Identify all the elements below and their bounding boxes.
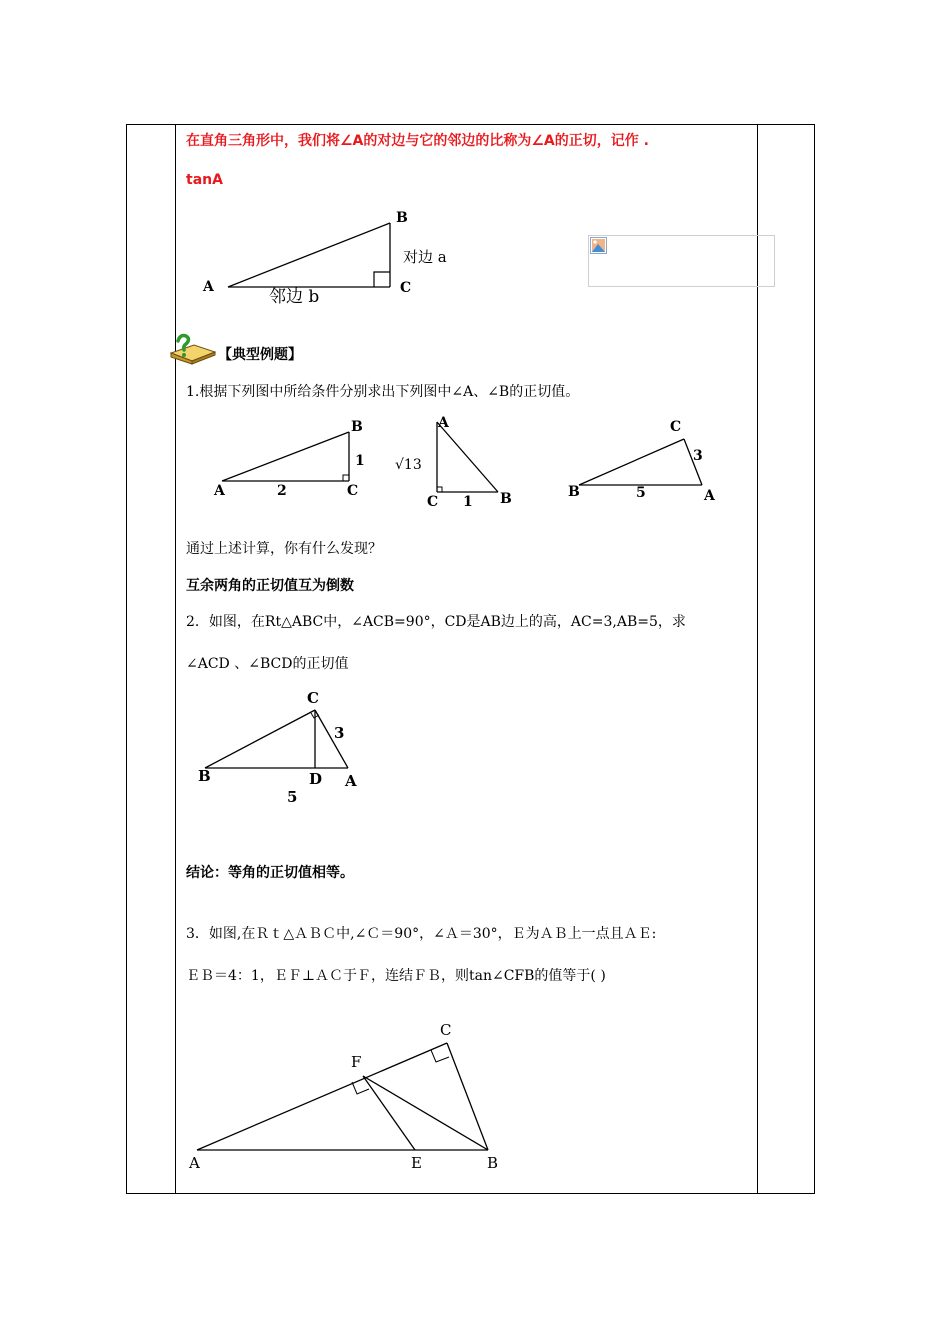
tri1-side-bc: 1 — [355, 453, 365, 469]
tri1-label-c: C — [347, 483, 359, 499]
tri2-label-c: C — [427, 494, 439, 510]
tri3-label-a: A — [704, 488, 715, 504]
tri2-side-cb: 1 — [463, 494, 473, 510]
definition-line-2: tanA — [186, 172, 223, 188]
broken-image-placeholder — [588, 235, 775, 287]
question-2-line-2: ∠ACD 、∠BCD的正切值 — [186, 656, 349, 672]
question-1-answer: 互余两角的正切值互为倒数 — [186, 578, 354, 594]
question-1-followup: 通过上述计算，你有什么发现？ — [186, 541, 382, 557]
tri3-side-ca: 3 — [693, 448, 703, 464]
tri1-label-a: A — [214, 483, 225, 499]
question-book-icon — [168, 333, 218, 365]
tri3-label-c: C — [670, 419, 682, 435]
q1-triangle-1 — [210, 415, 370, 505]
q1-triangle-2 — [393, 410, 523, 510]
section-title: 【典型例题】 — [218, 347, 302, 363]
q3-label-f: F — [351, 1053, 362, 1071]
q2-side-ab: 5 — [287, 788, 298, 806]
table-column-divider-left — [175, 124, 176, 1194]
broken-image-icon — [590, 237, 608, 255]
tri2-side-ac: √13 — [395, 457, 422, 473]
conclusion: 结论：等角的正切值相等。 — [186, 865, 354, 881]
q3-label-e: E — [411, 1154, 422, 1172]
tri1-side-ac: 2 — [277, 483, 287, 499]
question-1-text: 1.根据下列图中所给条件分别求出下列图中∠A、∠B的正切值。 — [186, 384, 580, 400]
question-3-line-1: 3．如图,在Ｒｔ△ＡＢＣ中,∠Ｃ＝90°，∠Ａ＝30°，Ｅ为ＡＢ上一点且ＡＥ: — [186, 926, 657, 942]
tri3-side-ba: 5 — [636, 485, 646, 501]
definition-line-1: 在直角三角形中，我们将∠A的对边与它的邻边的比称为∠A的正切，记作 . — [186, 133, 649, 149]
question-2-line-1: 2．如图，在Rt△ABC中，∠ACB=90°，CD是AB边上的高，AC=3,AB=5，求 — [186, 614, 686, 630]
tri2-label-a: A — [438, 415, 449, 431]
q2-label-c: C — [307, 689, 319, 707]
q3-label-b: B — [487, 1154, 499, 1172]
definition-triangle-figure — [195, 205, 475, 310]
tri2-label-b: B — [500, 491, 512, 507]
q2-label-d: D — [309, 770, 323, 788]
tri3-label-b: B — [568, 484, 580, 500]
question-3-line-2: ＥＢ＝4：1，ＥＦ⊥ＡＣ于Ｆ，连结ＦＢ，则tan∠CFB的值等于( ) — [186, 968, 606, 984]
fig0-label-opposite: 对边 a — [403, 248, 447, 266]
q2-label-a: A — [345, 772, 357, 790]
tri1-label-b: B — [351, 419, 363, 435]
q3-triangle-figure — [185, 1015, 515, 1175]
q3-label-c: C — [440, 1021, 452, 1039]
q2-side-ac: 3 — [334, 724, 345, 742]
fig0-label-adjacent: 邻边 b — [269, 287, 320, 307]
fig0-label-b: B — [396, 210, 408, 226]
fig0-label-a: A — [203, 279, 214, 295]
q1-triangle-3 — [560, 412, 730, 512]
q2-label-b: B — [198, 767, 211, 785]
q2-triangle-figure — [190, 685, 380, 810]
q3-label-a: A — [189, 1154, 200, 1172]
fig0-label-c: C — [400, 280, 412, 296]
